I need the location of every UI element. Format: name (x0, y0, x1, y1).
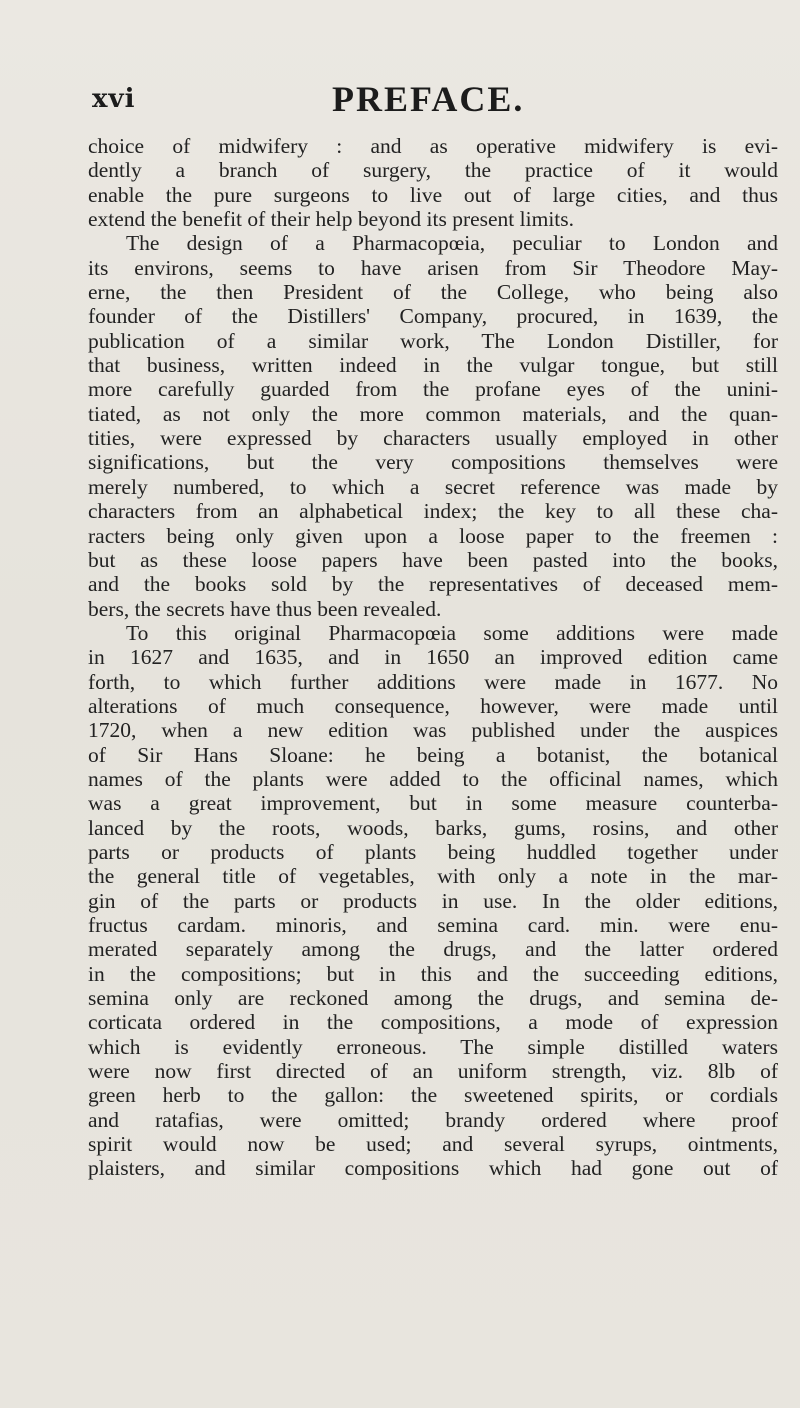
text-line: tities, were expressed by characters usually employed in other (88, 426, 778, 451)
text-line: in 1627 and 1635, and in 1650 an improved edition came (88, 645, 778, 670)
text-line: dently a branch of surgery, the practice of it would (88, 158, 778, 183)
text-line: tiated, as not only the more common materials, and the quan- (88, 401, 778, 426)
text-line: in the compositions; but in this and the succeeding editions, (88, 961, 778, 986)
text-line: significations, but the very compositions themselves were (88, 450, 778, 475)
text-line: forth, to which further additions were made in 1677. No (88, 669, 778, 694)
text-line: the general title of vegetables, with only a note in the mar- (88, 864, 778, 889)
page-number: xvi (92, 84, 136, 114)
text-line: fructus cardam. minoris, and semina card. min. were enu- (88, 913, 778, 937)
text-line: choice of midwifery : and as operative midwifery is evi- (88, 134, 778, 158)
running-title: PREFACE. (332, 79, 525, 119)
text-line: semina only are reckoned among the drugs, and semina de- (88, 986, 778, 1011)
text-line: more carefully guarded from the profane eyes of the unini- (88, 377, 778, 402)
text-line: were now first directed of an uniform strength, viz. 8lb of (88, 1059, 778, 1084)
text-line: and the books sold by the representatives of deceased mem- (88, 572, 778, 597)
text-line: but as these loose papers have been pasted into the books, (88, 547, 778, 572)
text-line: plaisters, and similar compositions which had gone out of (88, 1156, 778, 1181)
text-line: gin of the parts or products in use. In the older editions, (88, 888, 778, 913)
text-line: green herb to the gallon: the sweetened spirits, or cordials (88, 1083, 778, 1108)
text-line: characters from an alphabetical index; the key to all these cha- (88, 499, 778, 524)
text-line: 1720, when a new edition was published under the auspices (88, 718, 778, 743)
body-text (88, 134, 778, 1181)
text-line: names of the plants were added to the officinal names, which (88, 766, 778, 791)
text-line: and ratafias, were omitted; brandy ordered where proof (88, 1107, 778, 1132)
text-line: lanced by the roots, woods, barks, gums, rosins, and other (88, 815, 778, 840)
text-line: erne, the then President of the College, who being also (88, 280, 778, 305)
text-line: was a great improvement, but in some measure counterba- (88, 791, 778, 816)
text-line: its environs, seems to have arisen from Sir Theodore May- (88, 255, 778, 280)
text-line: founder of the Distillers' Company, procured, in 1639, the (88, 304, 778, 329)
text-line: of Sir Hans Sloane: he being a botanist, the botanical (88, 742, 778, 767)
page-header (92, 78, 732, 118)
text-line: which is evidently erroneous. The simple distilled waters (88, 1034, 778, 1059)
paragraph-start-line: To this original Pharmacopœia some additions were made (126, 620, 778, 645)
text-line: spirit would now be used; and several syrups, ointments, (88, 1132, 778, 1157)
paragraph-start-line: The design of a Pharmacopœia, peculiar to London and (126, 231, 778, 256)
text-line: racters being only given upon a loose paper to the freemen : (88, 523, 778, 548)
text-line: publication of a similar work, The London Distiller, for (88, 328, 778, 353)
text-line: merated separately among the drugs, and the latter ordered (88, 937, 778, 962)
text-line: extend the benefit of their help beyond its present limits. (88, 207, 575, 232)
text-line: that business, written indeed in the vulgar tongue, but still (88, 353, 778, 378)
text-line: enable the pure surgeons to live out of large cities, and thus (88, 182, 778, 207)
text-line: parts or products of plants being huddled together under (88, 839, 778, 864)
text-line: bers, the secrets have thus been revealed. (88, 596, 442, 621)
text-line: merely numbered, to which a secret reference was made by (88, 474, 778, 499)
text-line: alterations of much consequence, however, were made until (88, 693, 778, 718)
text-line: corticata ordered in the compositions, a mode of expression (88, 1010, 778, 1035)
